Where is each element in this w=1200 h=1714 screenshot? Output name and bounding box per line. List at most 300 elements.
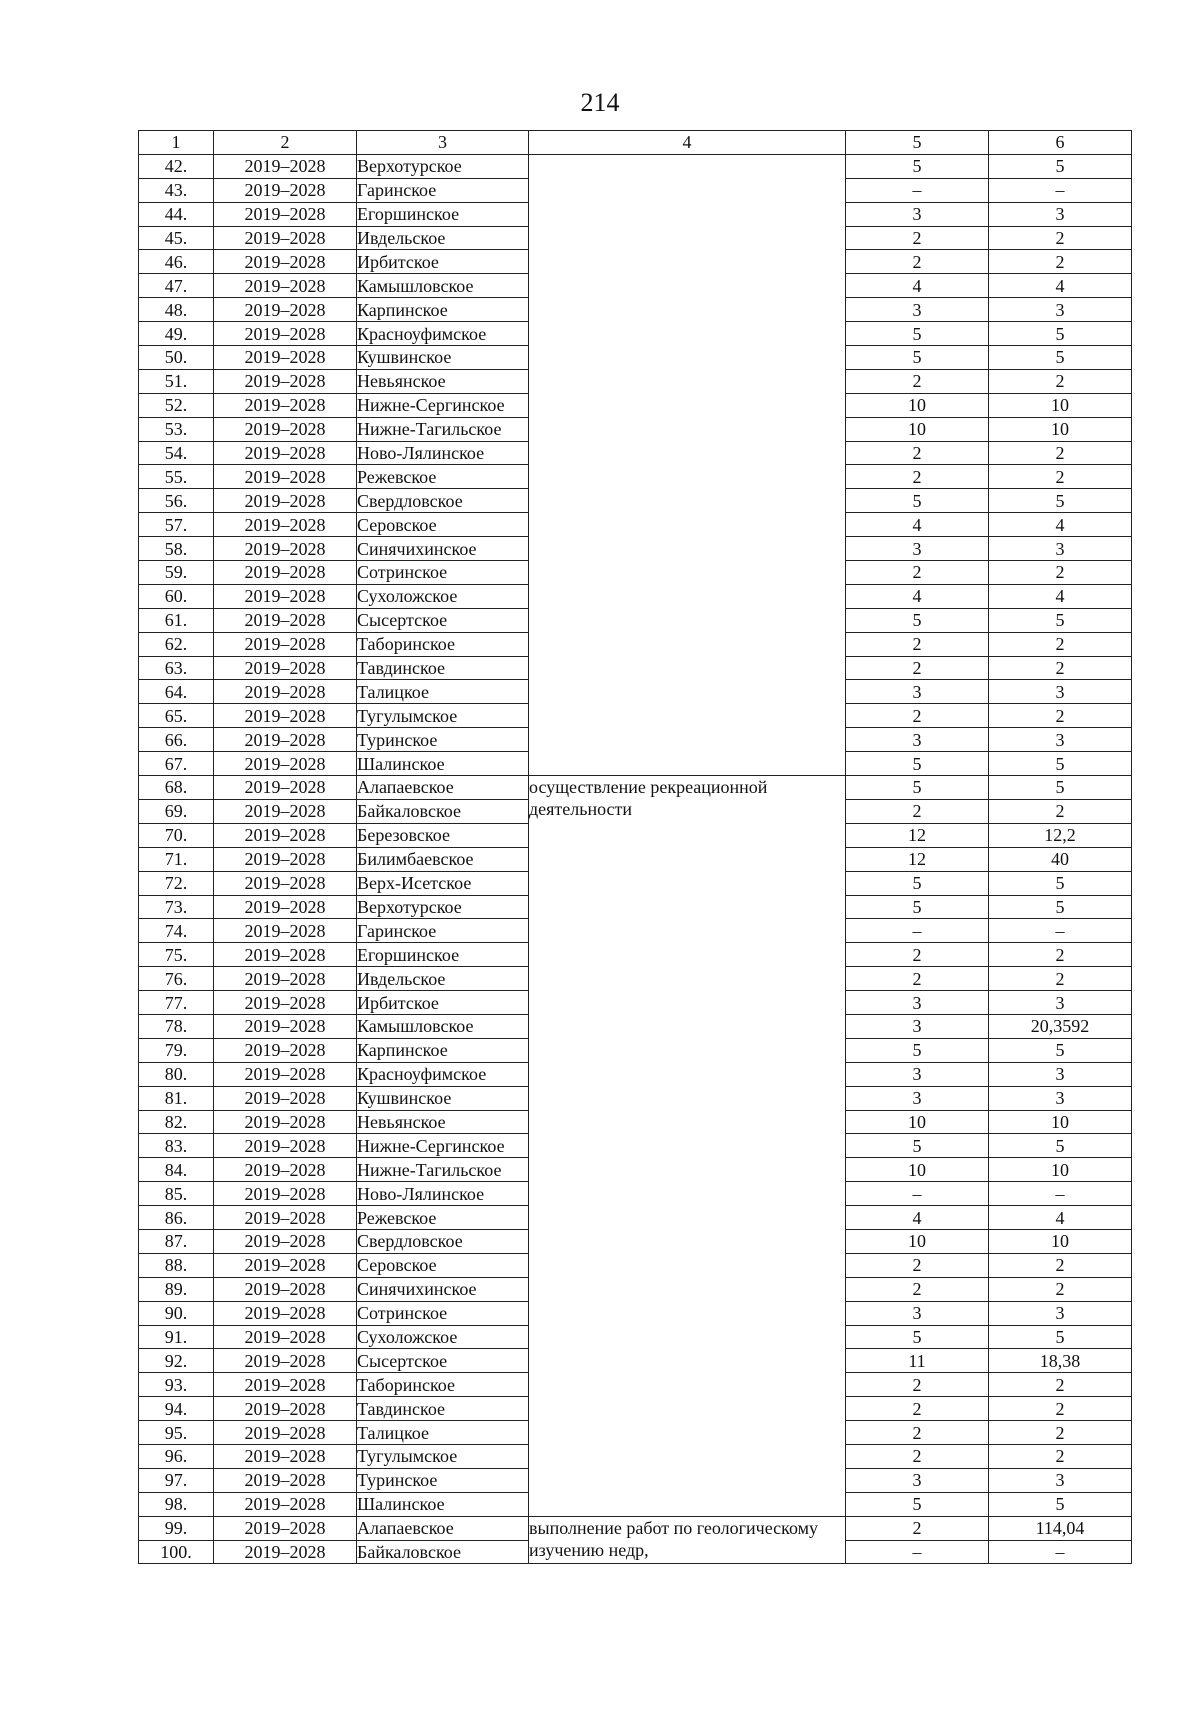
row-years: 2019–2028 — [214, 1014, 357, 1038]
forestry-name: Красноуфимское — [357, 322, 529, 346]
value-col5: 2 — [846, 1421, 989, 1445]
forestry-name: Режевское — [357, 1206, 529, 1230]
row-number: 91. — [139, 1325, 214, 1349]
row-number: 88. — [139, 1253, 214, 1277]
row-years: 2019–2028 — [214, 1421, 357, 1445]
row-years: 2019–2028 — [214, 322, 357, 346]
value-col5: 12 — [846, 823, 989, 847]
value-col5: 3 — [846, 1014, 989, 1038]
forestry-name: Кушвинское — [357, 346, 529, 370]
row-years: 2019–2028 — [214, 1086, 357, 1110]
row-years: 2019–2028 — [214, 1516, 357, 1540]
row-number: 78. — [139, 1014, 214, 1038]
forestry-name: Кушвинское — [357, 1086, 529, 1110]
row-number: 99. — [139, 1516, 214, 1540]
row-number: 65. — [139, 704, 214, 728]
value-col6: 3 — [989, 728, 1132, 752]
row-years: 2019–2028 — [214, 656, 357, 680]
value-col5: 2 — [846, 1444, 989, 1468]
forestry-name: Невьянское — [357, 369, 529, 393]
value-col5: 2 — [846, 1373, 989, 1397]
table-row — [139, 1516, 1132, 1540]
row-years: 2019–2028 — [214, 417, 357, 441]
row-number: 67. — [139, 752, 214, 776]
row-years: 2019–2028 — [214, 202, 357, 226]
row-number: 68. — [139, 776, 214, 800]
forestry-name: Сухоложское — [357, 1325, 529, 1349]
value-col5: 5 — [846, 154, 989, 178]
value-col6: 3 — [989, 298, 1132, 322]
forestry-name: Шалинское — [357, 1492, 529, 1516]
value-col6: 2 — [989, 369, 1132, 393]
value-col5: 3 — [846, 1062, 989, 1086]
row-years: 2019–2028 — [214, 513, 357, 537]
row-years: 2019–2028 — [214, 1301, 357, 1325]
value-col6: 10 — [989, 393, 1132, 417]
forestry-name: Тавдинское — [357, 1397, 529, 1421]
forestry-name: Нижне-Сергинское — [357, 1134, 529, 1158]
row-years: 2019–2028 — [214, 250, 357, 274]
value-col6: 2 — [989, 1397, 1132, 1421]
value-col6: 2 — [989, 465, 1132, 489]
forestry-name: Таборинское — [357, 1373, 529, 1397]
row-number: 49. — [139, 322, 214, 346]
forestry-name: Режевское — [357, 465, 529, 489]
row-years: 2019–2028 — [214, 1349, 357, 1373]
row-number: 89. — [139, 1277, 214, 1301]
column-header: 3 — [357, 131, 529, 155]
column-header: 5 — [846, 131, 989, 155]
row-years: 2019–2028 — [214, 1206, 357, 1230]
forestry-name: Гаринское — [357, 919, 529, 943]
row-years: 2019–2028 — [214, 1373, 357, 1397]
forestry-name: Туринское — [357, 1468, 529, 1492]
row-number: 100. — [139, 1540, 214, 1564]
forestry-name: Верхотурское — [357, 895, 529, 919]
row-number: 44. — [139, 202, 214, 226]
value-col6: 5 — [989, 1038, 1132, 1062]
value-col6: 5 — [989, 1134, 1132, 1158]
value-col6: 2 — [989, 561, 1132, 585]
row-number: 82. — [139, 1110, 214, 1134]
row-number: 73. — [139, 895, 214, 919]
forestry-name: Невьянское — [357, 1110, 529, 1134]
value-col6: 2 — [989, 1373, 1132, 1397]
value-col6: 5 — [989, 895, 1132, 919]
column-header: 2 — [214, 131, 357, 155]
forestry-name: Нижне-Сергинское — [357, 393, 529, 417]
value-col6: 5 — [989, 1492, 1132, 1516]
row-years: 2019–2028 — [214, 823, 357, 847]
value-col6: 3 — [989, 202, 1132, 226]
value-col6: 5 — [989, 776, 1132, 800]
row-years: 2019–2028 — [214, 752, 357, 776]
value-col5: 10 — [846, 1158, 989, 1182]
column-number-row — [139, 131, 1132, 155]
row-number: 87. — [139, 1229, 214, 1253]
forestry-name: Камышловское — [357, 274, 529, 298]
value-col5: 2 — [846, 704, 989, 728]
forestry-name: Карпинское — [357, 1038, 529, 1062]
activity-type: осуществление рекреационной деятельности — [529, 776, 846, 1517]
value-col5: 5 — [846, 322, 989, 346]
value-col5: 10 — [846, 1110, 989, 1134]
value-col6: 5 — [989, 322, 1132, 346]
forestry-name: Егоршинское — [357, 943, 529, 967]
forestry-name: Серовское — [357, 513, 529, 537]
row-years: 2019–2028 — [214, 895, 357, 919]
value-col5: 5 — [846, 346, 989, 370]
value-col5: 2 — [846, 632, 989, 656]
forestry-name: Серовское — [357, 1253, 529, 1277]
value-col5: 12 — [846, 847, 989, 871]
forestry-name: Тугулымское — [357, 1444, 529, 1468]
row-number: 79. — [139, 1038, 214, 1062]
row-number: 64. — [139, 680, 214, 704]
row-years: 2019–2028 — [214, 776, 357, 800]
value-col5: 3 — [846, 728, 989, 752]
row-years: 2019–2028 — [214, 1468, 357, 1492]
row-number: 97. — [139, 1468, 214, 1492]
value-col6: 2 — [989, 1421, 1132, 1445]
row-number: 54. — [139, 441, 214, 465]
value-col5: 2 — [846, 967, 989, 991]
forestry-name: Карпинское — [357, 298, 529, 322]
row-number: 75. — [139, 943, 214, 967]
row-years: 2019–2028 — [214, 728, 357, 752]
value-col6: 5 — [989, 1325, 1132, 1349]
value-col6: 2 — [989, 632, 1132, 656]
value-col5: 2 — [846, 441, 989, 465]
row-number: 57. — [139, 513, 214, 537]
value-col6: 40 — [989, 847, 1132, 871]
value-col5: 5 — [846, 1038, 989, 1062]
row-number: 69. — [139, 799, 214, 823]
value-col6: 5 — [989, 346, 1132, 370]
value-col5: 2 — [846, 369, 989, 393]
value-col5: 2 — [846, 1516, 989, 1540]
value-col6: 10 — [989, 1229, 1132, 1253]
row-number: 43. — [139, 178, 214, 202]
row-number: 71. — [139, 847, 214, 871]
value-col5: 10 — [846, 1229, 989, 1253]
forestry-name: Камышловское — [357, 1014, 529, 1038]
value-col5: 10 — [846, 417, 989, 441]
value-col6: 2 — [989, 1444, 1132, 1468]
row-number: 51. — [139, 369, 214, 393]
value-col6: 3 — [989, 991, 1132, 1015]
value-col5: 4 — [846, 1206, 989, 1230]
value-col6: 2 — [989, 226, 1132, 250]
row-number: 48. — [139, 298, 214, 322]
value-col6: 114,04 — [989, 1516, 1132, 1540]
forestry-name: Синячихинское — [357, 1277, 529, 1301]
column-header: 1 — [139, 131, 214, 155]
value-col5: 2 — [846, 226, 989, 250]
row-number: 50. — [139, 346, 214, 370]
value-col6: 3 — [989, 1062, 1132, 1086]
value-col5: – — [846, 178, 989, 202]
row-number: 95. — [139, 1421, 214, 1445]
forestry-name: Сысертское — [357, 1349, 529, 1373]
row-years: 2019–2028 — [214, 1540, 357, 1564]
forestry-name: Алапаевское — [357, 1516, 529, 1540]
activity-type — [529, 154, 846, 775]
value-col6: 2 — [989, 704, 1132, 728]
row-number: 98. — [139, 1492, 214, 1516]
value-col5: 3 — [846, 1468, 989, 1492]
forestry-name: Гаринское — [357, 178, 529, 202]
forestry-name: Синячихинское — [357, 537, 529, 561]
forestry-name: Нижне-Тагильское — [357, 417, 529, 441]
row-years: 2019–2028 — [214, 178, 357, 202]
row-number: 47. — [139, 274, 214, 298]
row-number: 58. — [139, 537, 214, 561]
value-col6: – — [989, 1182, 1132, 1206]
value-col6: 2 — [989, 799, 1132, 823]
value-col6: 18,38 — [989, 1349, 1132, 1373]
value-col6: 3 — [989, 680, 1132, 704]
row-years: 2019–2028 — [214, 1158, 357, 1182]
row-years: 2019–2028 — [214, 298, 357, 322]
row-number: 92. — [139, 1349, 214, 1373]
value-col5: 4 — [846, 513, 989, 537]
row-years: 2019–2028 — [214, 1062, 357, 1086]
forestry-name: Билимбаевское — [357, 847, 529, 871]
forestry-name: Верхотурское — [357, 154, 529, 178]
value-col6: – — [989, 1540, 1132, 1564]
value-col6: 3 — [989, 1086, 1132, 1110]
row-years: 2019–2028 — [214, 346, 357, 370]
row-years: 2019–2028 — [214, 632, 357, 656]
value-col6: 5 — [989, 608, 1132, 632]
row-number: 74. — [139, 919, 214, 943]
value-col6: 3 — [989, 537, 1132, 561]
forestry-name: Таборинское — [357, 632, 529, 656]
row-number: 59. — [139, 561, 214, 585]
value-col5: 5 — [846, 895, 989, 919]
value-col5: 2 — [846, 1397, 989, 1421]
value-col5: 10 — [846, 393, 989, 417]
value-col6: 2 — [989, 1277, 1132, 1301]
value-col6: 5 — [989, 871, 1132, 895]
activity-type: выполнение работ по геологическому изучению недр, — [529, 1516, 846, 1564]
column-header: 6 — [989, 131, 1132, 155]
forestry-name: Байкаловское — [357, 799, 529, 823]
table-row — [139, 154, 1132, 178]
forestry-name: Байкаловское — [357, 1540, 529, 1564]
row-years: 2019–2028 — [214, 441, 357, 465]
row-number: 93. — [139, 1373, 214, 1397]
value-col5: 5 — [846, 489, 989, 513]
forestry-name: Егоршинское — [357, 202, 529, 226]
value-col5: 2 — [846, 656, 989, 680]
value-col5: 3 — [846, 991, 989, 1015]
row-years: 2019–2028 — [214, 1134, 357, 1158]
forest-use-table — [138, 130, 1132, 1564]
row-years: 2019–2028 — [214, 584, 357, 608]
forestry-name: Березовское — [357, 823, 529, 847]
value-col5: 3 — [846, 537, 989, 561]
row-years: 2019–2028 — [214, 1110, 357, 1134]
value-col6: 5 — [989, 154, 1132, 178]
value-col6: – — [989, 178, 1132, 202]
forestry-name: Ивдельское — [357, 226, 529, 250]
forestry-name: Тавдинское — [357, 656, 529, 680]
row-years: 2019–2028 — [214, 1397, 357, 1421]
row-number: 42. — [139, 154, 214, 178]
forestry-name: Ново-Лялинское — [357, 1182, 529, 1206]
forestry-name: Нижне-Тагильское — [357, 1158, 529, 1182]
value-col6: 10 — [989, 1158, 1132, 1182]
row-years: 2019–2028 — [214, 1277, 357, 1301]
value-col5: 2 — [846, 1253, 989, 1277]
value-col6: 2 — [989, 656, 1132, 680]
value-col5: 2 — [846, 465, 989, 489]
row-years: 2019–2028 — [214, 704, 357, 728]
row-number: 46. — [139, 250, 214, 274]
value-col5: 3 — [846, 298, 989, 322]
page-number: 214 — [580, 88, 620, 117]
row-years: 2019–2028 — [214, 799, 357, 823]
row-number: 81. — [139, 1086, 214, 1110]
row-years: 2019–2028 — [214, 465, 357, 489]
value-col5: – — [846, 1540, 989, 1564]
row-years: 2019–2028 — [214, 1038, 357, 1062]
row-years: 2019–2028 — [214, 369, 357, 393]
value-col5: 5 — [846, 871, 989, 895]
row-number: 55. — [139, 465, 214, 489]
row-years: 2019–2028 — [214, 274, 357, 298]
value-col6: 3 — [989, 1301, 1132, 1325]
value-col6: – — [989, 919, 1132, 943]
row-years: 2019–2028 — [214, 991, 357, 1015]
row-years: 2019–2028 — [214, 871, 357, 895]
row-years: 2019–2028 — [214, 1492, 357, 1516]
row-number: 61. — [139, 608, 214, 632]
row-number: 76. — [139, 967, 214, 991]
row-years: 2019–2028 — [214, 608, 357, 632]
value-col6: 4 — [989, 513, 1132, 537]
forestry-name: Верх-Исетское — [357, 871, 529, 895]
table-row — [139, 776, 1132, 800]
value-col6: 12,2 — [989, 823, 1132, 847]
row-number: 85. — [139, 1182, 214, 1206]
row-years: 2019–2028 — [214, 489, 357, 513]
forestry-name: Красноуфимское — [357, 1062, 529, 1086]
forestry-name: Свердловское — [357, 489, 529, 513]
value-col6: 3 — [989, 1468, 1132, 1492]
value-col5: 3 — [846, 202, 989, 226]
row-number: 45. — [139, 226, 214, 250]
value-col5: 5 — [846, 1492, 989, 1516]
row-number: 66. — [139, 728, 214, 752]
value-col6: 5 — [989, 752, 1132, 776]
row-number: 84. — [139, 1158, 214, 1182]
row-number: 70. — [139, 823, 214, 847]
value-col6: 2 — [989, 943, 1132, 967]
forestry-name: Сухоложское — [357, 584, 529, 608]
value-col6: 20,3592 — [989, 1014, 1132, 1038]
value-col5: 5 — [846, 1134, 989, 1158]
value-col5: – — [846, 1182, 989, 1206]
column-header: 4 — [529, 131, 846, 155]
row-years: 2019–2028 — [214, 1253, 357, 1277]
row-number: 52. — [139, 393, 214, 417]
row-years: 2019–2028 — [214, 847, 357, 871]
value-col5: 5 — [846, 776, 989, 800]
value-col5: 2 — [846, 561, 989, 585]
row-years: 2019–2028 — [214, 1182, 357, 1206]
value-col5: 2 — [846, 1277, 989, 1301]
row-number: 90. — [139, 1301, 214, 1325]
forestry-name: Ирбитское — [357, 991, 529, 1015]
row-years: 2019–2028 — [214, 967, 357, 991]
forestry-name: Сотринское — [357, 561, 529, 585]
value-col5: 2 — [846, 250, 989, 274]
forestry-name: Свердловское — [357, 1229, 529, 1253]
forestry-name: Сысертское — [357, 608, 529, 632]
value-col6: 10 — [989, 1110, 1132, 1134]
row-number: 80. — [139, 1062, 214, 1086]
forestry-name: Ивдельское — [357, 967, 529, 991]
row-years: 2019–2028 — [214, 943, 357, 967]
value-col6: 4 — [989, 1206, 1132, 1230]
value-col5: 4 — [846, 584, 989, 608]
value-col6: 2 — [989, 967, 1132, 991]
value-col5: – — [846, 919, 989, 943]
row-number: 96. — [139, 1444, 214, 1468]
value-col5: 5 — [846, 1325, 989, 1349]
row-number: 63. — [139, 656, 214, 680]
row-number: 86. — [139, 1206, 214, 1230]
forestry-name: Ирбитское — [357, 250, 529, 274]
forestry-name: Ново-Лялинское — [357, 441, 529, 465]
row-number: 53. — [139, 417, 214, 441]
row-years: 2019–2028 — [214, 154, 357, 178]
value-col5: 5 — [846, 752, 989, 776]
row-number: 83. — [139, 1134, 214, 1158]
value-col5: 3 — [846, 1086, 989, 1110]
forestry-name: Туринское — [357, 728, 529, 752]
value-col5: 2 — [846, 943, 989, 967]
forestry-name: Алапаевское — [357, 776, 529, 800]
value-col6: 2 — [989, 1253, 1132, 1277]
row-years: 2019–2028 — [214, 1229, 357, 1253]
row-number: 77. — [139, 991, 214, 1015]
forestry-name: Тугулымское — [357, 704, 529, 728]
row-years: 2019–2028 — [214, 537, 357, 561]
value-col5: 3 — [846, 680, 989, 704]
row-years: 2019–2028 — [214, 561, 357, 585]
value-col5: 4 — [846, 274, 989, 298]
value-col6: 10 — [989, 417, 1132, 441]
row-number: 60. — [139, 584, 214, 608]
row-years: 2019–2028 — [214, 1325, 357, 1349]
row-years: 2019–2028 — [214, 919, 357, 943]
value-col5: 5 — [846, 608, 989, 632]
row-number: 72. — [139, 871, 214, 895]
row-years: 2019–2028 — [214, 393, 357, 417]
value-col6: 4 — [989, 274, 1132, 298]
forestry-name: Шалинское — [357, 752, 529, 776]
forestry-name: Талицкое — [357, 680, 529, 704]
forestry-name: Талицкое — [357, 1421, 529, 1445]
value-col5: 2 — [846, 799, 989, 823]
row-years: 2019–2028 — [214, 680, 357, 704]
forestry-name: Сотринское — [357, 1301, 529, 1325]
row-years: 2019–2028 — [214, 226, 357, 250]
